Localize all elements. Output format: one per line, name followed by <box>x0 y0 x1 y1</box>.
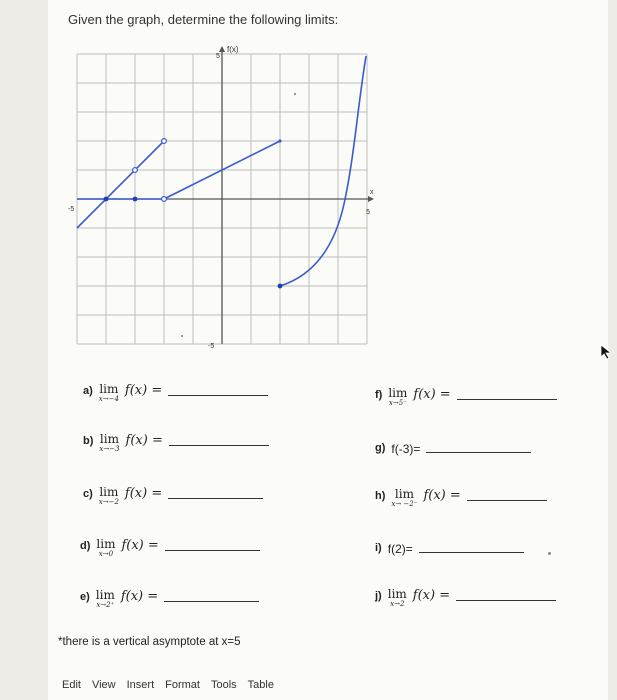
stray-mark-1 <box>294 93 296 95</box>
answer-b-blank[interactable] <box>169 433 269 446</box>
answer-f-blank[interactable] <box>457 387 557 400</box>
answer-j-blank[interactable] <box>456 588 556 601</box>
closed-point-mid <box>133 197 138 202</box>
page-title: Given the graph, determine the following limits: <box>68 12 339 27</box>
segment-right <box>280 56 366 286</box>
y-axis-arrow <box>219 46 225 52</box>
tick-x-max: 5 <box>366 209 370 216</box>
tick-x-min: -5 <box>68 206 75 213</box>
open-point-axis <box>162 197 167 202</box>
question-f: f) lim x→5⁻ f(x) = <box>375 387 557 407</box>
tick-y-max: 5 <box>216 53 220 60</box>
question-c: c) lim x→−2 f(x) = <box>83 486 263 506</box>
answer-e-blank[interactable] <box>164 589 259 602</box>
answer-h-blank[interactable] <box>467 488 547 501</box>
stray-dot <box>548 552 551 555</box>
editor-toolbar <box>62 679 274 691</box>
menu-tools[interactable]: Tools <box>210 679 237 691</box>
menu-format[interactable]: Format <box>165 679 200 691</box>
open-point-upper <box>162 139 167 144</box>
question-b: b) lim x→−3 f(x) = <box>83 433 269 453</box>
graph-points <box>104 93 296 337</box>
segment-left <box>77 141 164 228</box>
tick-y-min: -5 <box>208 343 215 350</box>
answer-c-blank[interactable] <box>168 486 263 499</box>
mouse-cursor-icon <box>600 344 614 360</box>
question-i: i) f(2)= <box>375 540 524 556</box>
answer-a-blank[interactable] <box>168 383 268 396</box>
menu-edit[interactable]: Edit <box>62 679 81 691</box>
closed-point-left <box>104 197 109 202</box>
answer-i-blank[interactable] <box>419 540 524 553</box>
endpoint-right <box>278 139 281 142</box>
x-axis-label: x <box>370 189 374 196</box>
answer-g-blank[interactable] <box>426 440 531 453</box>
graph <box>68 44 382 350</box>
answer-d-blank[interactable] <box>165 538 260 551</box>
menu-view[interactable]: View <box>91 679 116 691</box>
menu-table[interactable]: Table <box>247 679 274 691</box>
question-e: e) lim x→2⁺ f(x) = <box>80 589 259 609</box>
question-j: j) lim x→2 f(x) = <box>375 588 556 608</box>
asymptote-note: *there is a vertical asymptote at x=5 <box>58 636 241 648</box>
stray-mark-2 <box>181 335 183 337</box>
question-d: d) lim x→0 f(x) = <box>80 538 260 558</box>
question-g: g) f(-3)= <box>375 440 531 456</box>
open-point-mid <box>133 168 138 173</box>
closed-point-bottom <box>278 284 283 289</box>
question-a: a) lim x→−4 f(x) = <box>83 383 268 403</box>
y-axis-label: f(x) <box>227 45 239 54</box>
x-axis-arrow <box>368 196 374 202</box>
menu-insert[interactable]: Insert <box>126 679 155 691</box>
question-h: h) lim x→ −2⁻ f(x) = <box>375 488 547 508</box>
